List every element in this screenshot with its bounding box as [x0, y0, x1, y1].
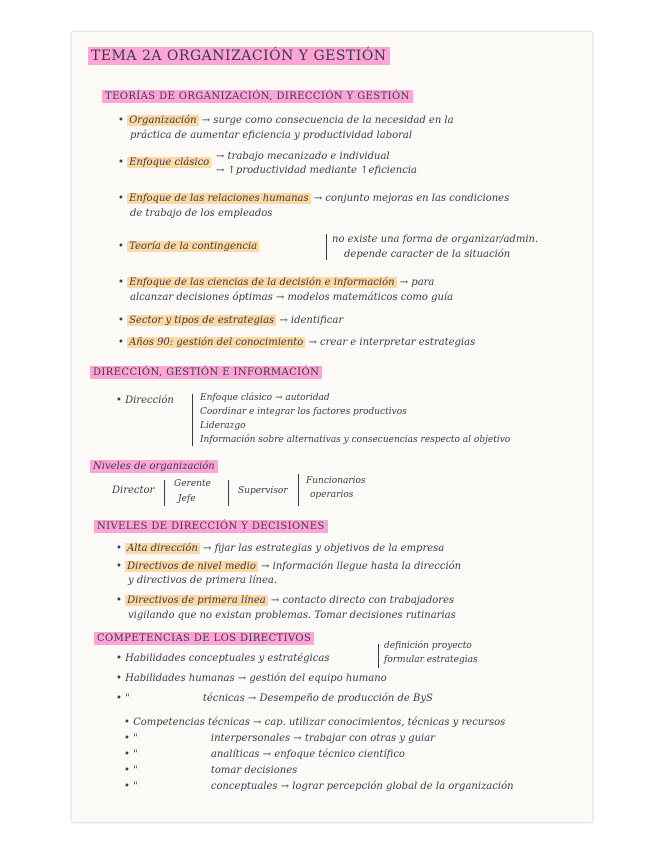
- term-primera-linea: Directivos de primera línea: [127, 595, 266, 606]
- brace-contingencia: [326, 234, 327, 260]
- ditto-mark: ": [133, 733, 138, 744]
- section-heading-competencias: COMPETENCIAS DE LOS DIRECTIVOS: [94, 632, 314, 645]
- note-sector: • Sector y tipos de estrategias → identificar: [118, 315, 344, 326]
- note-competencias-tecnicas: • Competencias técnicas → cap. utilizar conocimientos, técnicas y recursos: [124, 717, 506, 728]
- note-enfoque-clasico: • Enfoque clásico: [118, 157, 210, 168]
- term-contingencia: Teoría de la contingencia: [129, 241, 258, 252]
- ditto-mark: ": [133, 765, 138, 776]
- note-comp-conceptuales: • " conceptuales → lograr percepción global de la organización: [124, 781, 514, 792]
- def-anos-90: → crear e interpretar estrategias: [308, 337, 476, 348]
- hab-conceptuales: Habilidades conceptuales y estratégicas: [125, 653, 330, 664]
- ditto-mark: ": [125, 693, 130, 704]
- brace-habilidades: [378, 644, 379, 668]
- brace-direccion: [192, 394, 193, 446]
- comp-interpersonales: interpersonales → trabajar con otras y guiar: [210, 733, 435, 744]
- brace-director: [164, 480, 165, 506]
- note-organizacion: • Organización → surge como consecuencia de la necesidad en la: [118, 115, 454, 126]
- def-clasico-a: → trabajo mecanizado e individual: [216, 151, 390, 162]
- term-nivel-medio: Directivos de nivel medio: [127, 561, 256, 572]
- section-heading-niveles-dir: NIVELES DE DIRECCIÓN Y DECISIONES: [94, 520, 328, 533]
- term-direccion: Dirección: [125, 395, 174, 406]
- def-alta-direccion: → fijar las estrategias y objetivos de la empresa: [203, 543, 445, 554]
- def-organizacion-2: práctica de aumentar eficiencia y productividad laboral: [130, 130, 413, 141]
- section-heading-direccion: DIRECCIÓN, GESTIÓN E INFORMACIÓN: [90, 366, 322, 379]
- term-decision: Enfoque de las ciencias de la decisión e información: [129, 277, 395, 288]
- comp-analiticas: analíticas → enfoque técnico científico: [210, 749, 405, 760]
- def-organizacion-1: → surge como consecuencia de la necesidad en la: [201, 115, 454, 126]
- comp-conceptuales: conceptuales → lograr percepción global de la organización: [210, 781, 514, 792]
- note-primera-linea: • Directivos de primera línea → contacto directo con trabajadores: [116, 595, 455, 606]
- level-supervisor: Supervisor: [238, 486, 288, 496]
- def-decision-1: → para: [399, 277, 435, 288]
- def-clasico-b: → ↑productividad mediante ↑eficiencia: [216, 165, 417, 176]
- note-nivel-medio: • Directivos de nivel medio → información llegue hasta la dirección: [116, 561, 462, 572]
- section-heading-teorias: TEORÍAS DE ORGANIZACIÓN, DIRECCIÓN Y GESTIÓN: [102, 90, 413, 103]
- hab-tecnicas: técnicas → Desempeño de producción de ByS: [202, 693, 433, 704]
- note-decision: • Enfoque de las ciencias de la decisión e información → para: [118, 277, 435, 288]
- def-nivel-medio-2: y directivos de primera línea.: [128, 575, 278, 586]
- def-rh-2: de trabajo de los empleados: [130, 208, 273, 219]
- note-direccion: • Dirección: [116, 395, 174, 406]
- brace-supervisor: [298, 474, 299, 506]
- page-title: TEMA 2A ORGANIZACIÓN Y GESTIÓN: [88, 50, 390, 63]
- level-director: Director: [112, 485, 155, 496]
- def-rh-1: → conjunto mejoras en las condiciones: [313, 193, 510, 204]
- hab1-def-b: formular estrategias: [384, 655, 478, 665]
- comp-decisiones: tomar decisiones: [210, 765, 298, 776]
- level-operarios: operarios: [310, 490, 354, 500]
- def-decision-2: alcanzar decisiones óptimas → modelos matemáticos como guía: [130, 292, 454, 303]
- note-alta-direccion: • Alta dirección → fijar las estrategias y objetivos de la empresa: [116, 543, 445, 554]
- note-habilidades-humanas: • Habilidades humanas → gestión del equipo humano: [116, 673, 387, 684]
- def-nivel-medio: → información llegue hasta la dirección: [261, 561, 462, 572]
- def-sector: → identificar: [279, 315, 344, 326]
- term-organizacion: Organización: [129, 115, 197, 126]
- def-contingencia-b: depende caracter de la situación: [344, 249, 511, 260]
- note-relaciones-humanas: • Enfoque de las relaciones humanas → conjunto mejoras en las condiciones: [118, 193, 510, 204]
- term-alta-direccion: Alta dirección: [127, 543, 198, 554]
- note-anos-90: • Años 90: gestión del conocimiento → crear e interpretar estrategias: [118, 337, 476, 348]
- note-comp-analiticas: • " analíticas → enfoque técnico científico: [124, 749, 405, 760]
- level-funcionarios: Funcionarios: [306, 476, 366, 486]
- direccion-item-2: Coordinar e integrar los factores productivos: [200, 407, 407, 417]
- section-heading-niveles-org: Niveles de organización: [90, 460, 218, 473]
- note-comp-interpersonales: • " interpersonales → trabajar con otras y guiar: [124, 733, 435, 744]
- def-primera-linea: → contacto directo con trabajadores: [270, 595, 455, 606]
- term-sector: Sector y tipos de estrategias: [129, 315, 275, 326]
- brace-gerente: [228, 480, 229, 506]
- level-jefe: Jefe: [178, 494, 196, 504]
- note-comp-decisiones: • " tomar decisiones: [124, 765, 298, 776]
- direccion-item-1: Enfoque clásico → autoridad: [200, 393, 330, 403]
- term-anos-90: Años 90: gestión del conocimiento: [129, 337, 304, 348]
- hab-humanas: Habilidades humanas → gestión del equipo humano: [125, 673, 387, 684]
- direccion-item-3: Liderazgo: [200, 421, 246, 431]
- ditto-mark: ": [133, 749, 138, 760]
- direccion-item-4: Información sobre alternativas y consecuencias respecto al objetivo: [200, 435, 511, 445]
- note-habilidades-conceptuales: • Habilidades conceptuales y estratégicas: [116, 653, 330, 664]
- def-primera-linea-2: vigilando que no existan problemas. Tomar decisiones rutinarias: [128, 610, 456, 621]
- note-contingencia: • Teoría de la contingencia: [118, 241, 258, 252]
- term-enfoque-clasico: Enfoque clásico: [129, 157, 210, 168]
- def-contingencia-a: no existe una forma de organizar/admin.: [332, 234, 539, 245]
- level-gerente: Gerente: [174, 479, 211, 489]
- comp-tecnicas: Competencias técnicas → cap. utilizar conocimientos, técnicas y recursos: [133, 717, 506, 728]
- notebook-page: [72, 32, 592, 822]
- note-habilidades-tecnicas: • " técnicas → Desempeño de producción de ByS: [116, 693, 433, 704]
- ditto-mark: ": [133, 781, 138, 792]
- hab1-def-a: definición proyecto: [384, 641, 472, 651]
- term-relaciones-humanas: Enfoque de las relaciones humanas: [129, 193, 309, 204]
